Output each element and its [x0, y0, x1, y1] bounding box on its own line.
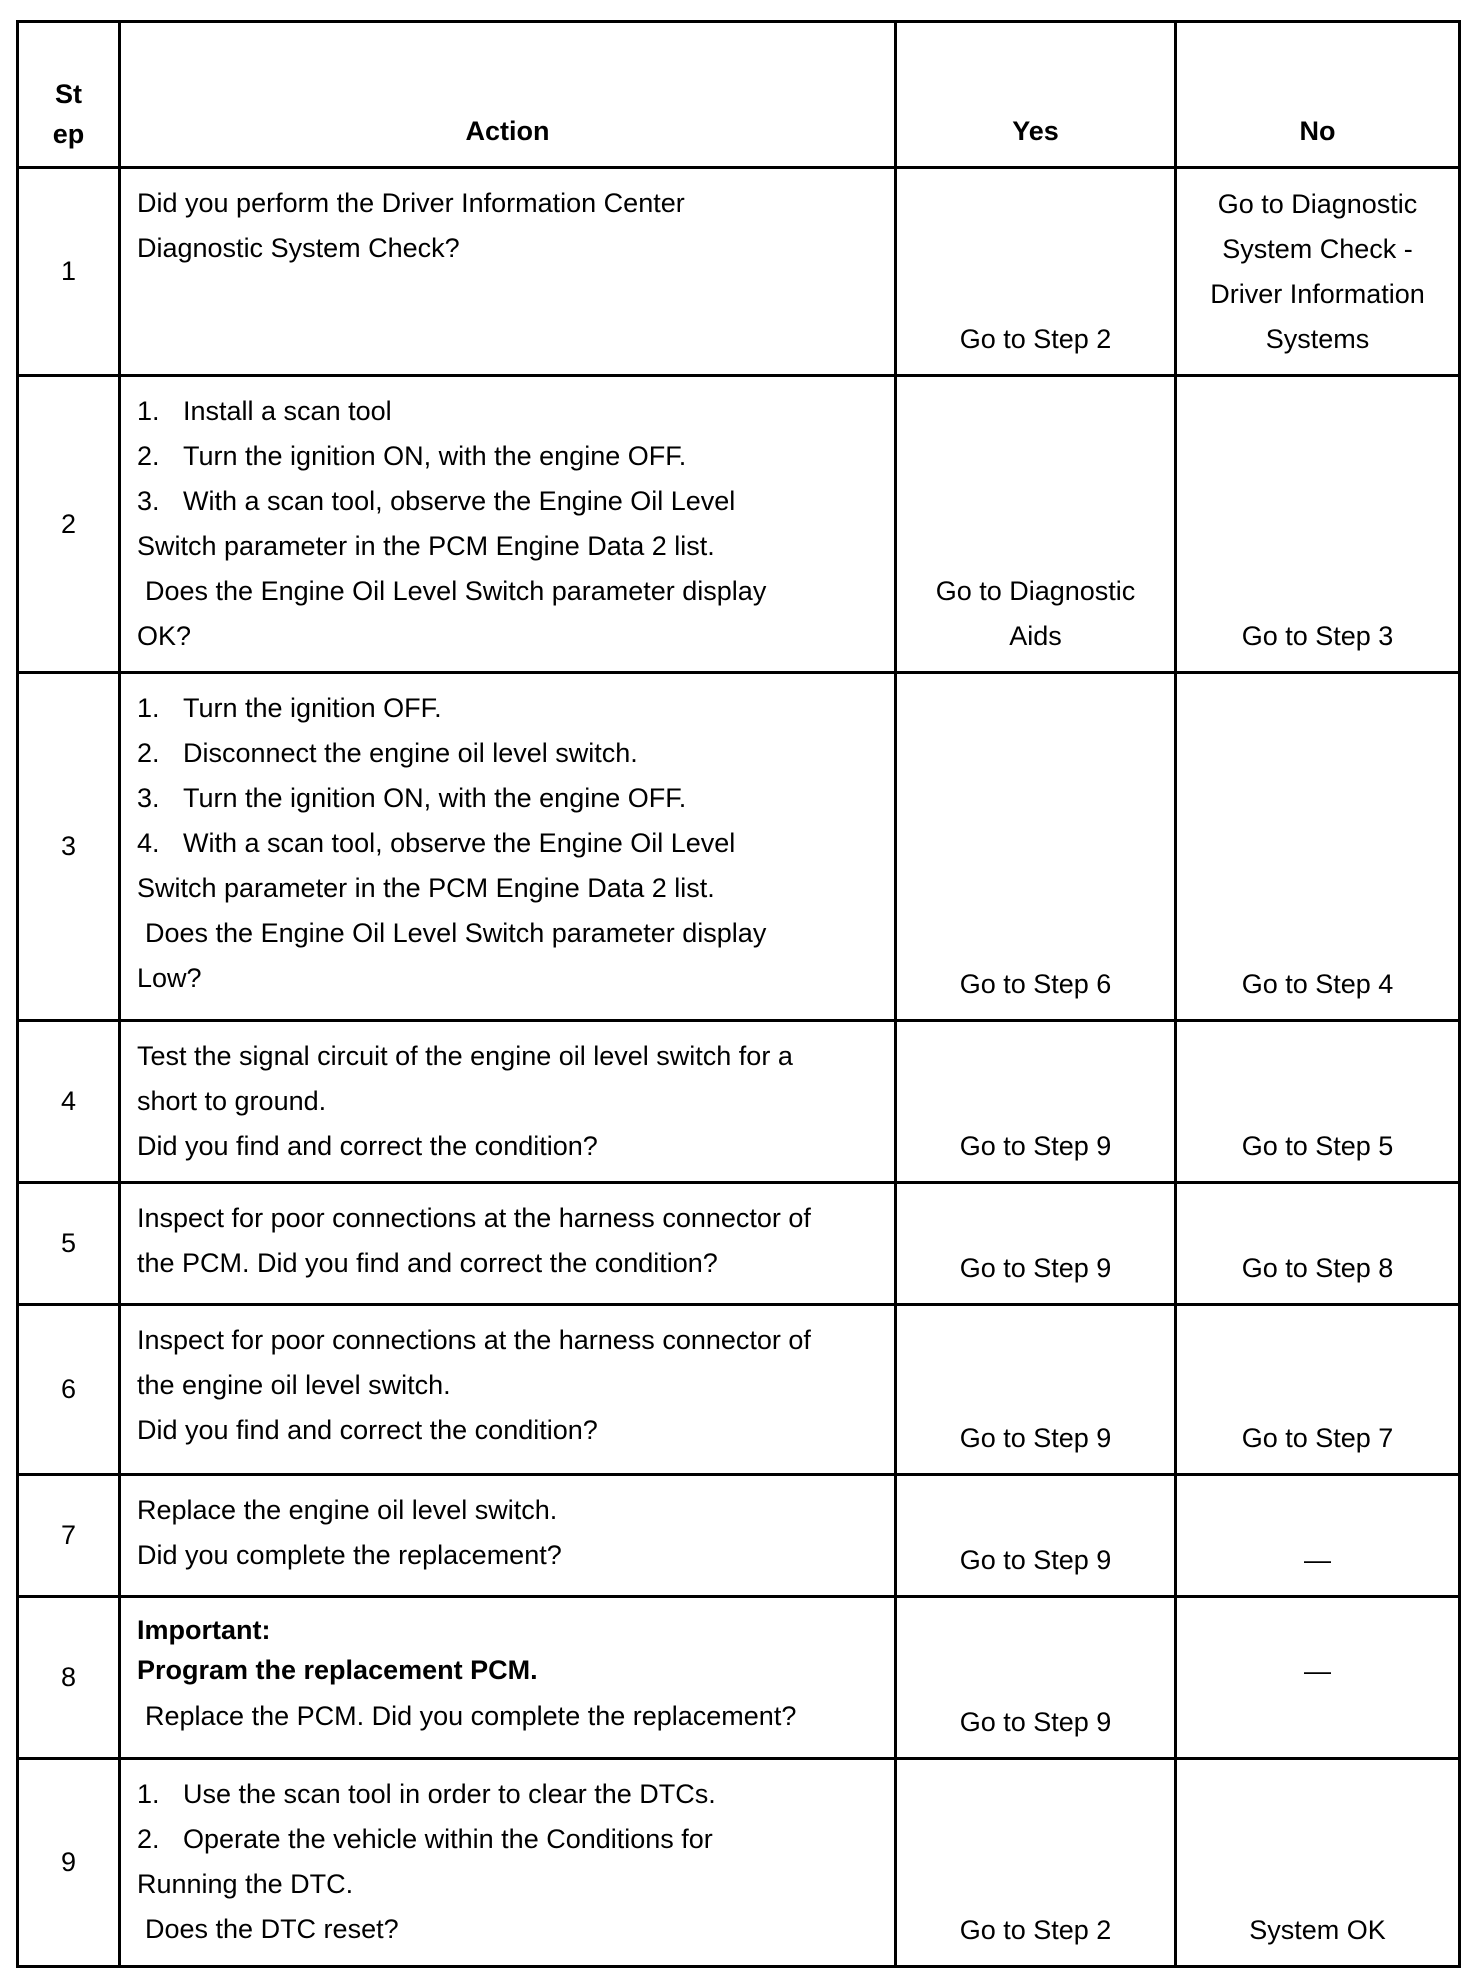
no-cell: Go to Step 7: [1176, 1305, 1460, 1475]
action-cell: [120, 1475, 896, 1597]
yes-cell: Go to Step 9: [896, 1183, 1176, 1305]
table-row: [18, 1597, 1460, 1759]
important-label: Important:: [137, 1615, 271, 1645]
table-row: [18, 673, 1460, 1021]
step-number: 6: [18, 1305, 120, 1475]
action-text: Test the signal circuit of the engine oil level switch for a: [137, 1041, 793, 1071]
action-text: Did you find and correct the condition?: [137, 1131, 598, 1161]
no-cell: —: [1176, 1475, 1460, 1597]
action-cell: [120, 1183, 896, 1305]
list-number: 3.: [137, 486, 160, 516]
table-row: [18, 1305, 1460, 1475]
yes-cell: Go to Step 2: [896, 1759, 1176, 1967]
header-row: [18, 22, 1460, 168]
action-text: Did you complete the replacement?: [137, 1540, 562, 1570]
action-text: With a scan tool, observe the Engine Oil Level: [183, 828, 736, 858]
action-text: Use the scan tool in order to clear the DTCs.: [183, 1779, 716, 1809]
action-cell: [120, 1759, 896, 1967]
action-text: Disconnect the engine oil level switch.: [183, 738, 638, 768]
important-text: Program the replacement PCM.: [137, 1655, 538, 1685]
list-number: 2.: [137, 441, 160, 471]
step-number: 8: [18, 1597, 120, 1759]
no-cell: System OK: [1176, 1759, 1460, 1967]
action-text: Replace the engine oil level switch.: [137, 1495, 558, 1525]
table-row: [18, 376, 1460, 673]
no-text: System Check -: [1222, 234, 1413, 264]
header-action: Action: [120, 22, 896, 168]
step-number: 3: [18, 673, 120, 1021]
action-text: Did you find and correct the condition?: [137, 1415, 598, 1445]
table-row: [18, 168, 1460, 376]
step-number: 4: [18, 1021, 120, 1183]
header-yes: Yes: [896, 22, 1176, 168]
action-text: Turn the ignition ON, with the engine OFF.: [183, 441, 687, 471]
no-cell: Go to Step 5: [1176, 1021, 1460, 1183]
yes-cell: Go to Step 6: [896, 673, 1176, 1021]
list-number: 1.: [137, 693, 160, 723]
action-cell: [120, 168, 896, 376]
action-question: Replace the PCM. Did you complete the replacement?: [145, 1701, 797, 1731]
no-text: Systems: [1265, 324, 1370, 354]
diagnostic-table: [16, 20, 1461, 1968]
yes-cell: [896, 376, 1176, 673]
action-text: Did you perform the Driver Information Center: [137, 188, 685, 218]
step-number: 9: [18, 1759, 120, 1967]
table-row: [18, 1183, 1460, 1305]
step-number: 1: [18, 168, 120, 376]
step-number: 2: [18, 376, 120, 673]
action-cell: [120, 1305, 896, 1475]
action-text: Diagnostic System Check?: [137, 233, 460, 263]
list-number: 1.: [137, 396, 160, 426]
action-text: With a scan tool, observe the Engine Oil Level: [183, 486, 736, 516]
list-number: 2.: [137, 738, 160, 768]
table-row: [18, 1021, 1460, 1183]
action-cell: [120, 1597, 896, 1759]
no-cell: —: [1176, 1597, 1460, 1759]
no-cell: [1176, 168, 1460, 376]
yes-cell: Go to Step 9: [896, 1021, 1176, 1183]
action-text: Turn the ignition ON, with the engine OFF.: [183, 783, 687, 813]
step-number: 5: [18, 1183, 120, 1305]
action-text: Turn the ignition OFF.: [183, 693, 442, 723]
action-cell: [120, 673, 896, 1021]
action-text: Operate the vehicle within the Conditions for: [183, 1824, 713, 1854]
list-number: 3.: [137, 783, 160, 813]
action-question: Does the DTC reset?: [145, 1914, 399, 1944]
action-question: Does the Engine Oil Level Switch parameter display: [145, 576, 767, 606]
yes-cell: Go to Step 2: [896, 168, 1176, 376]
no-text: Go to Diagnostic: [1217, 189, 1418, 219]
yes-text: Aids: [1009, 621, 1062, 651]
action-cell: [120, 376, 896, 673]
action-text: Inspect for poor connections at the harness connector of: [137, 1325, 811, 1355]
table-row: [18, 1759, 1460, 1967]
no-cell: Go to Step 8: [1176, 1183, 1460, 1305]
action-text: Switch parameter in the PCM Engine Data 2 list.: [137, 873, 715, 903]
action-text: Install a scan tool: [183, 396, 392, 426]
action-text: Switch parameter in the PCM Engine Data 2 list.: [137, 531, 715, 561]
no-text: Driver Information: [1210, 279, 1425, 309]
action-text: the engine oil level switch.: [137, 1370, 451, 1400]
list-number: 4.: [137, 828, 160, 858]
action-text: the PCM. Did you find and correct the condition?: [137, 1248, 718, 1278]
list-number: 1.: [137, 1779, 160, 1809]
action-text: Low?: [137, 963, 202, 993]
list-number: 2.: [137, 1824, 160, 1854]
yes-text: Go to Diagnostic: [935, 576, 1136, 606]
no-cell: Go to Step 3: [1176, 376, 1460, 673]
step-number: 7: [18, 1475, 120, 1597]
action-text: Running the DTC.: [137, 1869, 354, 1899]
header-step: St ep: [18, 22, 120, 168]
no-cell: Go to Step 4: [1176, 673, 1460, 1021]
yes-cell: Go to Step 9: [896, 1305, 1176, 1475]
action-text: short to ground.: [137, 1086, 327, 1116]
yes-cell: Go to Step 9: [896, 1597, 1176, 1759]
action-question: Does the Engine Oil Level Switch parameter display: [145, 918, 767, 948]
header-no: No: [1176, 22, 1460, 168]
table-row: [18, 1475, 1460, 1597]
action-text: Inspect for poor connections at the harness connector of: [137, 1203, 811, 1233]
yes-cell: Go to Step 9: [896, 1475, 1176, 1597]
action-text: OK?: [137, 621, 192, 651]
action-cell: [120, 1021, 896, 1183]
